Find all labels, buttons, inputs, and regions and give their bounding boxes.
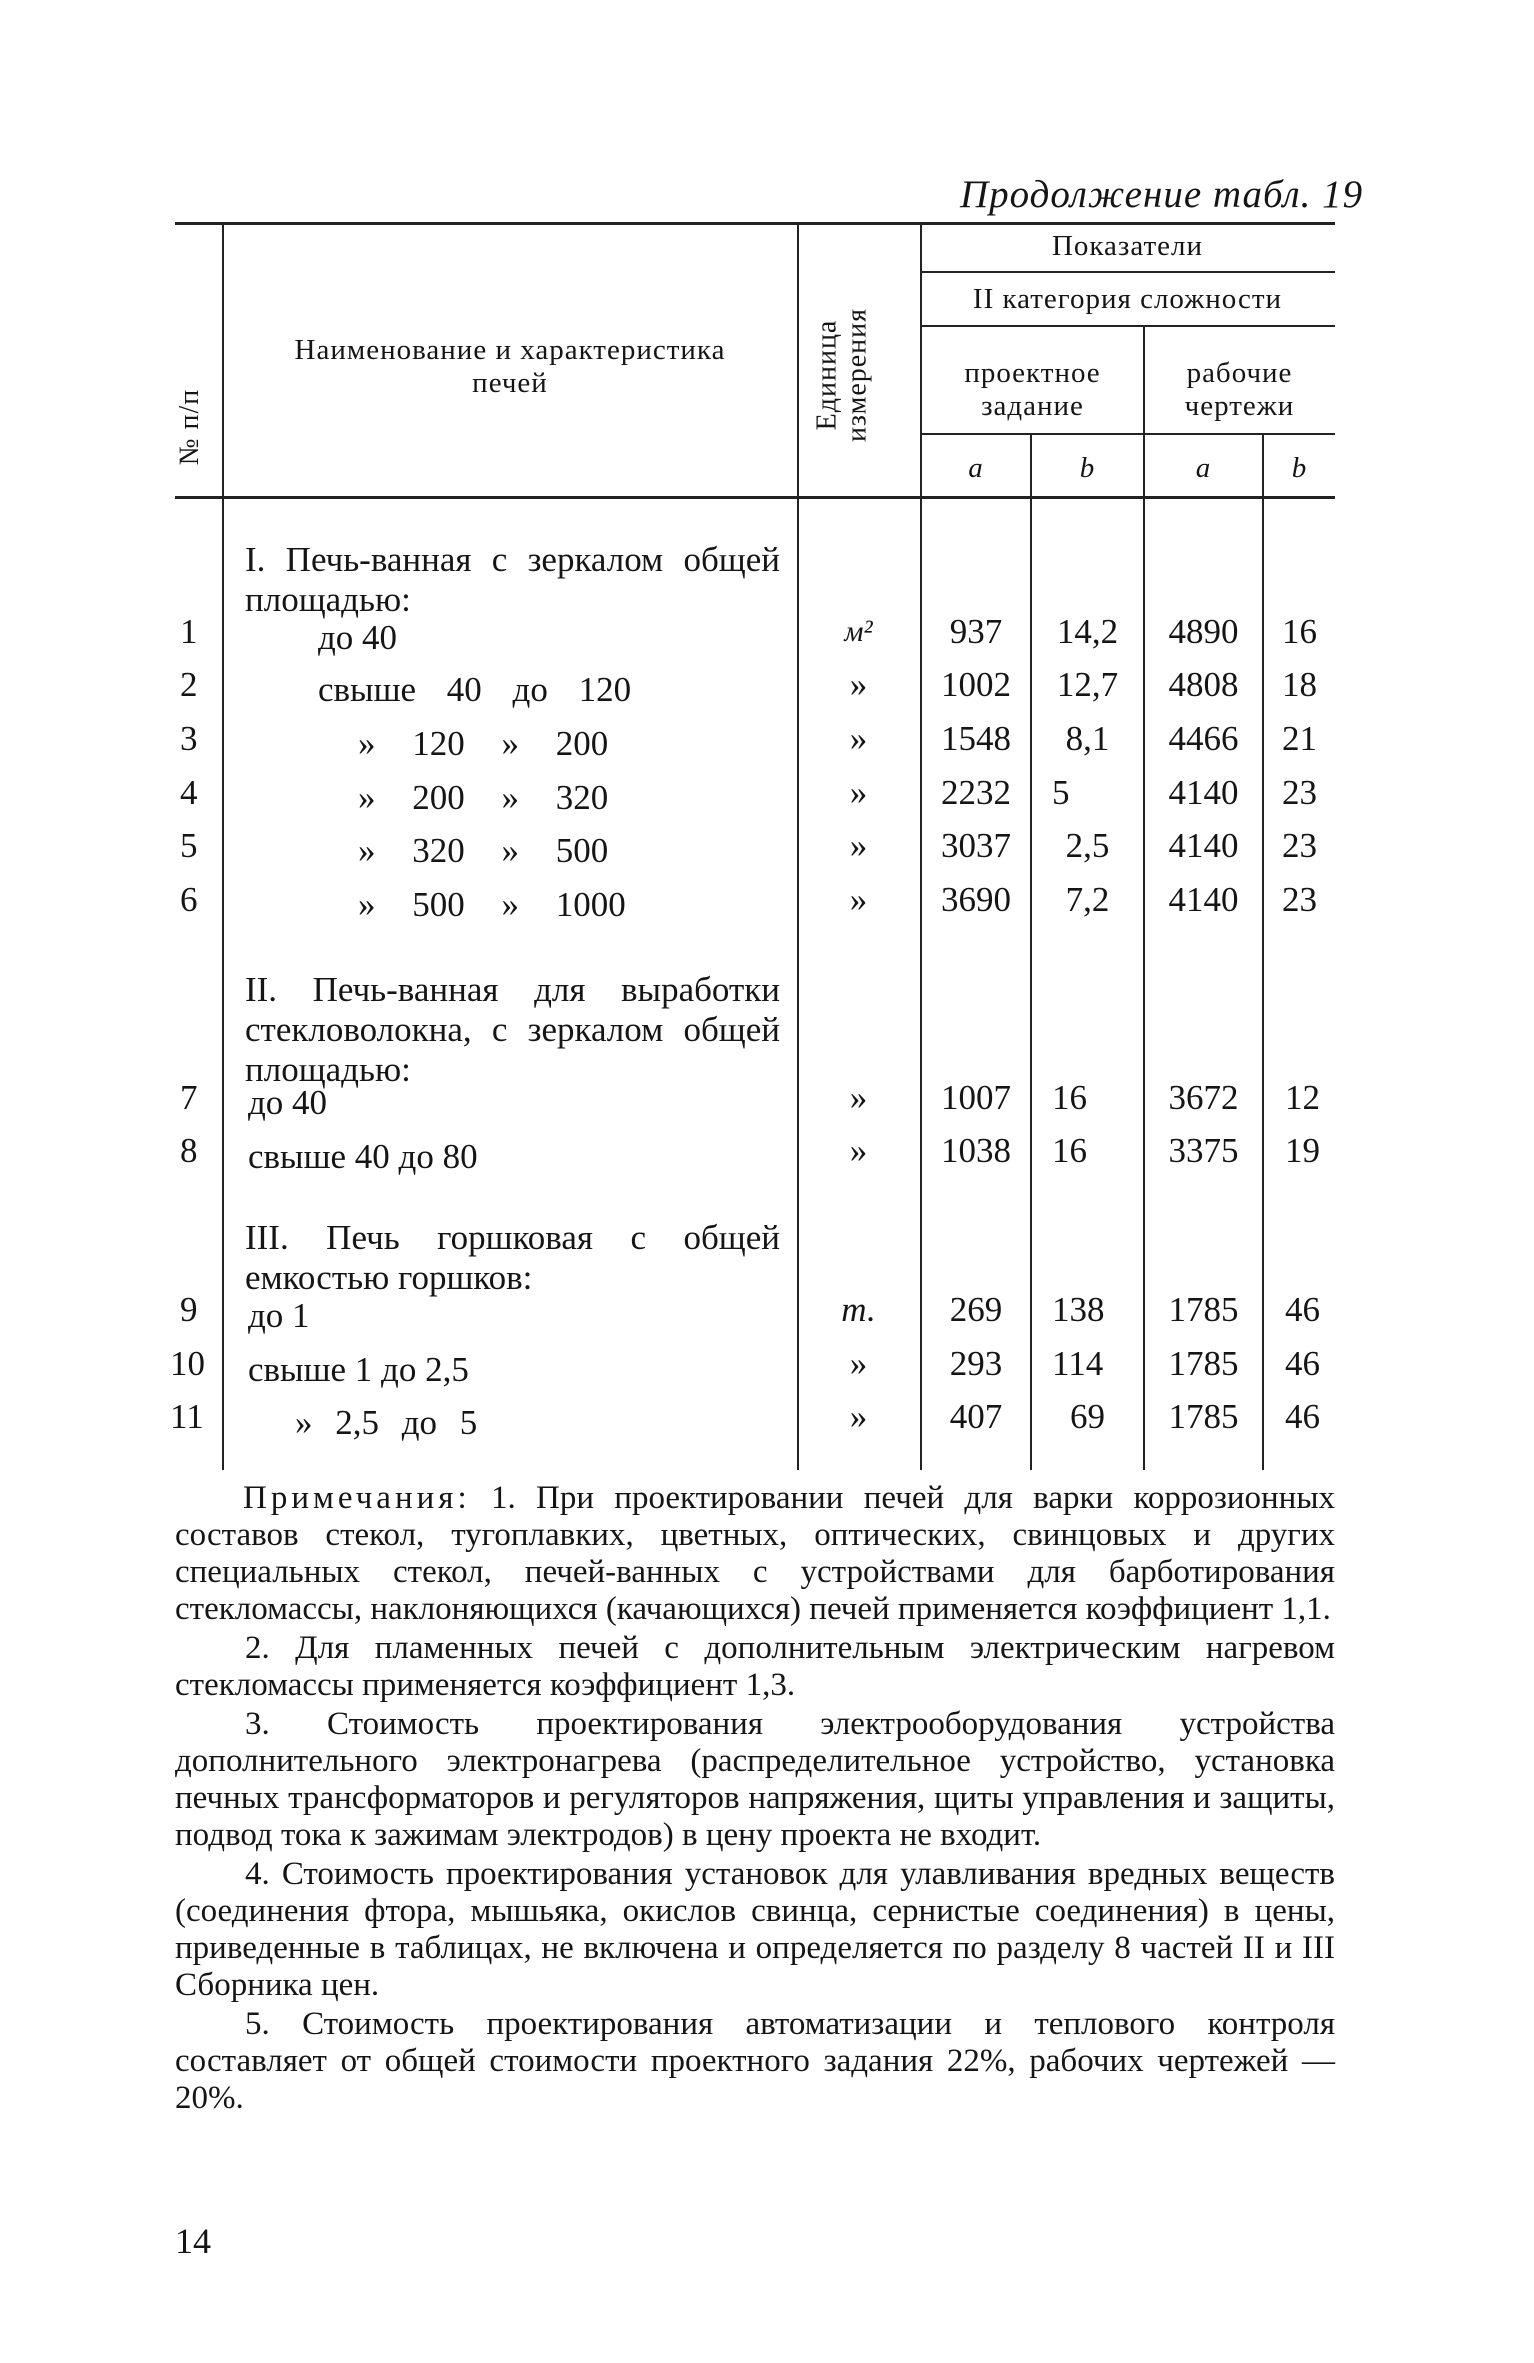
project-a-value: 3037 <box>941 826 1011 865</box>
working-b-value: 46 <box>1285 1397 1320 1436</box>
row-unit: » <box>849 719 868 758</box>
col-rule-1 <box>222 225 224 1470</box>
header-bottom-rule <box>175 496 1335 499</box>
row-unit: » <box>849 1397 868 1436</box>
project-b-value: 14,2 <box>1056 612 1119 651</box>
project-b-value: 138 <box>1052 1290 1105 1329</box>
col-rule-4 <box>1030 433 1032 1470</box>
table-top-rule <box>175 222 1335 225</box>
header-rule-ab <box>920 433 1335 435</box>
working-a-value: 4140 <box>1168 826 1239 865</box>
working-b-value: 21 <box>1282 719 1317 758</box>
header-name: Наименование и характеристика печей <box>294 334 726 399</box>
project-a-value: 2232 <box>941 773 1011 812</box>
project-a-value: 293 <box>949 1344 1003 1383</box>
project-a-value: 1548 <box>941 719 1011 758</box>
row-unit: » <box>849 826 868 865</box>
working-b-value: 12 <box>1285 1078 1320 1117</box>
row-name: » 320 » 500 <box>358 831 609 870</box>
project-a-value: 1007 <box>941 1078 1011 1117</box>
note-1-text: 1. При проектировании печей для варки коррозионных составов стекол, тугоплавких, цветных, оптических, свинцовых и других специальных стекол, печей-ванных с устройствами для барботирования стекломассы, наклоняющихся (качающихся) печей применяется коэффициент 1,1. <box>175 1480 1336 1627</box>
header-category: II категория сложности <box>972 283 1283 315</box>
col-rule-2 <box>797 225 799 1470</box>
row-unit: » <box>849 665 868 704</box>
project-a-value: 269 <box>949 1290 1003 1329</box>
row-name: » 2,5 до 5 <box>295 1403 478 1442</box>
row-number: 4 <box>180 773 198 812</box>
project-b-value: 5 <box>1052 773 1070 812</box>
project-b-value: 8,1 <box>1065 719 1110 758</box>
working-a-value: 1785 <box>1168 1344 1239 1383</box>
row-name: свыше 40 до 80 <box>248 1137 478 1176</box>
row-unit: » <box>849 773 868 812</box>
working-b-value: 23 <box>1282 880 1317 919</box>
col-rule-6 <box>1262 433 1264 1470</box>
row-number: 2 <box>180 665 198 704</box>
notes-block <box>175 1480 1335 2119</box>
project-a-value: 3690 <box>941 880 1011 919</box>
project-b-value: 12,7 <box>1056 665 1119 704</box>
project-b-value: 114 <box>1052 1344 1104 1383</box>
row-unit: » <box>849 1078 868 1117</box>
section-title-1: I. Печь-ванная с зеркалом общей площадью: <box>245 540 780 619</box>
header-unit: Единица измерения <box>811 307 873 443</box>
header-working: рабочие чертежи <box>1184 357 1295 422</box>
row-number: 6 <box>180 880 198 919</box>
row-name: свыше 1 до 2,5 <box>248 1350 469 1389</box>
working-b-value: 16 <box>1282 612 1317 651</box>
working-b-value: 23 <box>1282 773 1317 812</box>
row-unit: » <box>849 1131 868 1170</box>
working-b-value: 18 <box>1282 665 1317 704</box>
row-number: 8 <box>180 1131 198 1170</box>
note-1 <box>175 1480 1335 1628</box>
row-unit: т. <box>841 1290 876 1329</box>
row-name: » 120 » 200 <box>358 724 609 763</box>
header-num: № п/п <box>174 388 205 466</box>
row-number: 3 <box>180 719 198 758</box>
row-name: до 1 <box>248 1296 310 1335</box>
working-a-value: 4140 <box>1168 773 1239 812</box>
header-project-b: b <box>1079 452 1096 484</box>
section-title-2: II. Печь-ванная для выработки стекловолокна, с зеркалом общей площадью: <box>245 970 780 1089</box>
notes-label: Примечания: <box>243 1480 471 1516</box>
row-name: » 200 » 320 <box>358 778 609 817</box>
row-number: 11 <box>170 1397 204 1436</box>
working-a-value: 3672 <box>1168 1078 1239 1117</box>
row-unit: м² <box>844 615 873 648</box>
row-number: 5 <box>180 826 198 865</box>
working-b-value: 23 <box>1282 826 1317 865</box>
table-caption: Продолжение табл. 19 <box>960 173 1364 216</box>
header-working-b: b <box>1291 452 1308 484</box>
working-a-value: 1785 <box>1168 1290 1239 1329</box>
row-name: свыше 40 до 120 <box>318 670 632 709</box>
working-a-value: 3375 <box>1168 1131 1239 1170</box>
header-rule-indicators <box>920 271 1335 273</box>
working-a-value: 4890 <box>1168 612 1239 651</box>
row-name: » 500 » 1000 <box>358 885 626 924</box>
working-a-value: 1785 <box>1168 1397 1239 1436</box>
note-5: 5. Стоимость проектирования автоматизации и теплового контроля составляет от общей стоимости проектного задания 22%, рабочих чертежей — 20%. <box>175 2006 1335 2116</box>
working-b-value: 46 <box>1285 1290 1320 1329</box>
note-3: 3. Стоимость проектирования электрооборудования устройства дополнительного электронагрева (распределительное устройство, установка печных трансформаторов и регуляторов напряжения, щиты управления и защиты, подвод тока к зажимам электродов) в цену проекта не входит. <box>175 1706 1335 1853</box>
row-name: до 40 <box>248 1083 328 1122</box>
row-name: до 40 <box>318 618 398 657</box>
header-working-a: a <box>1195 452 1212 484</box>
working-b-value: 46 <box>1285 1344 1320 1383</box>
working-b-value: 19 <box>1285 1131 1320 1170</box>
row-number: 1 <box>180 612 198 651</box>
project-a-value: 937 <box>949 612 1003 651</box>
header-project: проектное задание <box>964 357 1101 422</box>
note-4: 4. Стоимость проектирования установок для улавливания вредных веществ (соединения фтора, мышьяка, окислов свинца, сернистые соединения) в цены, приведенные в таблицах, не включена и определяется по разделу 8 частей II и III Сборника цен. <box>175 1856 1335 2003</box>
row-number: 9 <box>180 1290 198 1329</box>
row-number: 10 <box>170 1344 205 1383</box>
header-project-a: a <box>968 452 984 484</box>
header-indicators: Показатели <box>1051 230 1204 262</box>
section-title-3: III. Печь горшковая с общей емкостью горшков: <box>245 1218 780 1297</box>
working-a-value: 4140 <box>1168 880 1239 919</box>
working-a-value: 4466 <box>1168 719 1239 758</box>
page-number: 14 <box>175 2221 211 2261</box>
header-rule-category <box>920 325 1335 327</box>
row-unit: » <box>849 880 868 919</box>
project-a-value: 407 <box>949 1397 1003 1436</box>
working-a-value: 4808 <box>1168 665 1239 704</box>
project-b-value: 2,5 <box>1065 826 1110 865</box>
project-a-value: 1038 <box>941 1131 1011 1170</box>
project-b-value: 16 <box>1052 1078 1087 1117</box>
project-b-value: 7,2 <box>1065 880 1110 919</box>
row-number: 7 <box>180 1078 198 1117</box>
project-b-value: 69 <box>1070 1397 1105 1436</box>
project-b-value: 16 <box>1052 1131 1087 1170</box>
row-unit: » <box>849 1344 868 1383</box>
note-2: 2. Для пламенных печей с дополнительным электрическим нагревом стекломассы применяется коэффициент 1,3. <box>175 1630 1335 1703</box>
project-a-value: 1002 <box>941 665 1011 704</box>
